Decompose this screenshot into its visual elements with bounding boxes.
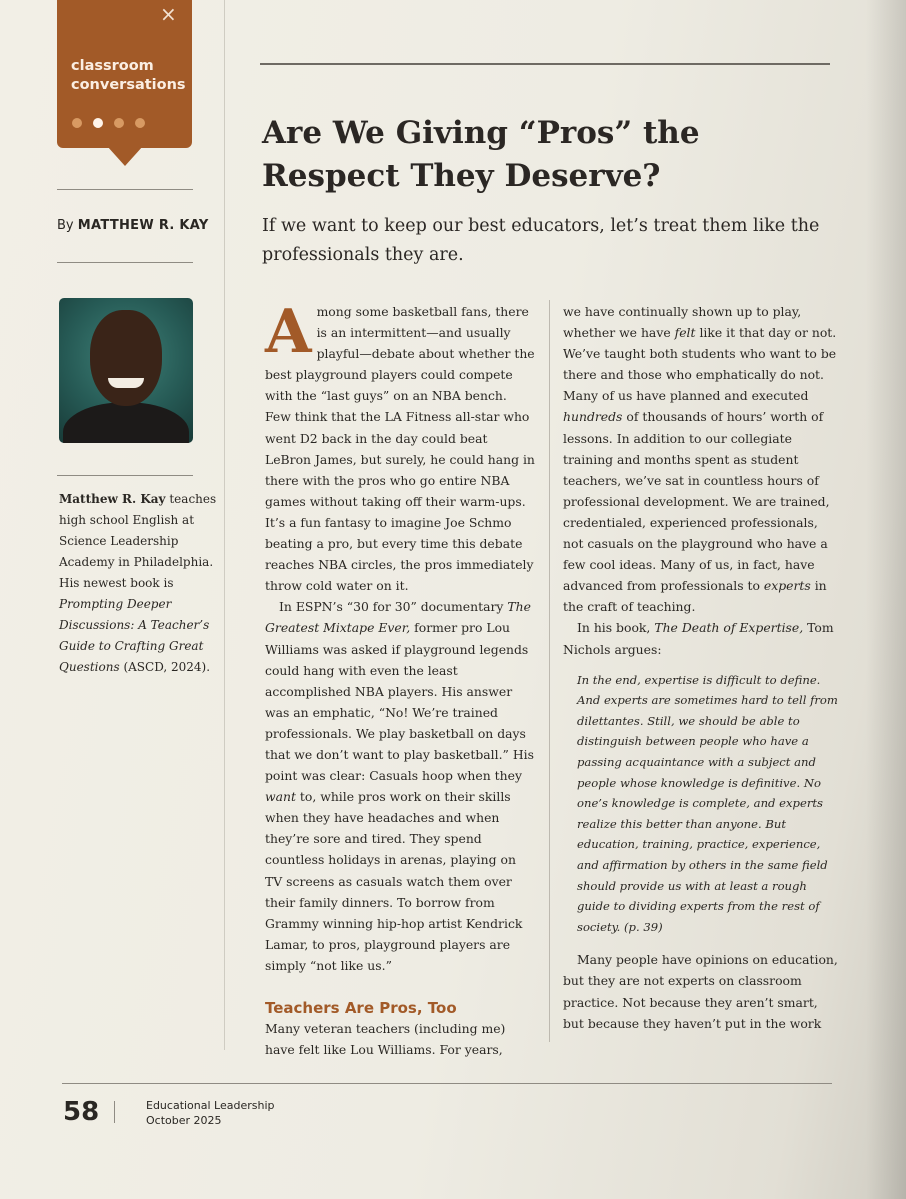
bio-book: Prompting Deeper Discussions: A Teacher’s Guide to Crafting Great Questions bbox=[59, 597, 210, 674]
paragraph-2-part-a: In ESPN’s “30 for 30” documentary bbox=[279, 599, 504, 615]
article-title: Are We Giving “Pros” the Respect They Deserve? bbox=[262, 115, 700, 194]
paragraph bbox=[563, 301, 839, 617]
paragraph bbox=[265, 596, 535, 976]
book-title: The Death of Expertise, bbox=[654, 620, 804, 636]
emphasis-want: want bbox=[265, 789, 296, 805]
column-divider bbox=[549, 300, 550, 1042]
footer-separator bbox=[114, 1101, 115, 1123]
article-dek: If we want to keep our best educators, let’s treat them like the professionals they are. bbox=[262, 216, 820, 265]
pagination-dots bbox=[72, 113, 156, 132]
paragraph-4-part-d: in the craft of teaching. bbox=[563, 578, 827, 615]
paragraph-4-part-a: we have continually shown up to play, whether we have bbox=[563, 304, 802, 341]
bio-name: Matthew R. Kay bbox=[59, 492, 166, 506]
emphasis-hundreds: hundreds bbox=[563, 409, 623, 425]
author-portrait-head bbox=[90, 310, 162, 406]
paragraph-6: Many people have opinions on education, but they are not experts on classroom practice. Not because they aren’t smart, but because they haven’t put in the work bbox=[563, 952, 838, 1031]
paragraph-2-part-c: to, while pros work on their skills when they have headaches and when they’re sore and tired. They spend countless holidays in arenas, playing on TV screens as casuals watch them over their family dinners. To borrow from Grammy winning hip-hop artist Kendrick Lamar, to pros, playground players are simply “not like us.” bbox=[265, 789, 523, 973]
block-quote: In the end, expertise is difficult to define. And experts are sometimes hard to tell from dilettantes. Still, we should be able to distinguish between people who have a passing acquaintance with a subject and people whose knowledge is definitive. No one’s knowledge is complete, and experts realize this better than anyone. But education, training, practice, experience, and affirmation by others in the same field should provide us with at least a rough guide to dividing experts from the rest of society. (p. 39) bbox=[577, 672, 838, 934]
close-icon: × bbox=[160, 2, 177, 26]
headline-rule bbox=[260, 63, 830, 65]
article-column-2 bbox=[563, 301, 839, 1034]
department-label-line2: conversations bbox=[71, 77, 186, 93]
emphasis-experts: experts bbox=[763, 578, 811, 594]
author-portrait-body bbox=[63, 402, 189, 443]
section-subhead: Teachers Are Pros, Too bbox=[265, 999, 457, 1017]
byline-prefix: By bbox=[57, 218, 74, 233]
paragraph-5-part-a: In his book, bbox=[577, 620, 651, 636]
documentary-title: The Greatest Mixtape Ever, bbox=[265, 599, 531, 636]
issue-date: October 2025 bbox=[146, 1114, 222, 1127]
department-label-line1: classroom bbox=[71, 58, 154, 74]
department-label bbox=[71, 57, 189, 95]
paragraph-4-part-b: like it that day or not. We’ve taught both students who want to be there and those who emphatically do not. Many of us have planned and executed bbox=[563, 325, 837, 404]
sidebar-rule-top bbox=[57, 189, 193, 190]
dot-icon bbox=[135, 118, 145, 128]
author-photo bbox=[59, 298, 193, 443]
department-tag bbox=[57, 0, 192, 148]
publication-name: Educational Leadership bbox=[146, 1099, 275, 1112]
bio-text: teaches high school English at Science Leadership Academy in Philadelphia. His newest book is bbox=[59, 492, 217, 590]
paragraph-5-part-b: Tom Nichols argues: bbox=[563, 620, 834, 657]
article-column-1 bbox=[265, 297, 535, 1060]
emphasis-felt: felt bbox=[674, 325, 696, 341]
dot-active-icon bbox=[93, 118, 103, 128]
drop-cap: A bbox=[265, 297, 312, 367]
page-gutter-shadow bbox=[866, 0, 906, 1199]
sidebar-divider bbox=[224, 0, 225, 1050]
author-portrait-smile bbox=[108, 378, 144, 388]
bio-citation: (ASCD, 2024). bbox=[123, 660, 211, 674]
author-bio bbox=[59, 489, 219, 678]
paragraph bbox=[563, 617, 839, 659]
sidebar-rule-mid bbox=[57, 262, 193, 263]
byline-author: MATTHEW R. KAY bbox=[77, 218, 209, 233]
dot-icon bbox=[72, 118, 82, 128]
paragraph-2-part-b: former pro Lou Williams was asked if playground legends could hang with even the least accomplished NBA players. His answer was an emphatic, “No! We’re trained professionals. We play basketball on days that we don’t want to play basketball.” His point was clear: Casuals hoop when they bbox=[265, 620, 534, 784]
paragraph-4-part-c: of thousands of hours’ worth of lessons. In addition to our collegiate training and months spent as student teachers, we’ve sat in countless hours of professional development. We are trained, credentialed, experienced professionals, not casuals on the playground who have a few cool ideas. Many of us, in fact, have advanced from professionals to bbox=[563, 409, 830, 594]
page-number: 58 bbox=[63, 1097, 100, 1127]
byline bbox=[57, 218, 209, 233]
paragraph-1-text: mong some basketball fans, there is an intermittent—and usually playful—debate about whether the best playground players could compete with the “last guys” on an NBA bench. Few think that the LA Fitness all-star who went D2 back in the day could beat LeBron James, but surely, he could hang in there with the pros who go entire NBA games without taking off their warm-ups. It’s a fun fantasy to imagine Joe Schmo beating a pro, but every time this debate reaches NBA circles, the pros immediately throw cold water on it. bbox=[265, 304, 535, 594]
footer-rule bbox=[62, 1083, 832, 1084]
dot-icon bbox=[114, 118, 124, 128]
paragraph bbox=[265, 297, 535, 596]
sidebar-rule-bio bbox=[57, 475, 193, 476]
paragraph-3: Many veteran teachers (including me) have felt like Lou Williams. For years, bbox=[265, 1021, 506, 1058]
